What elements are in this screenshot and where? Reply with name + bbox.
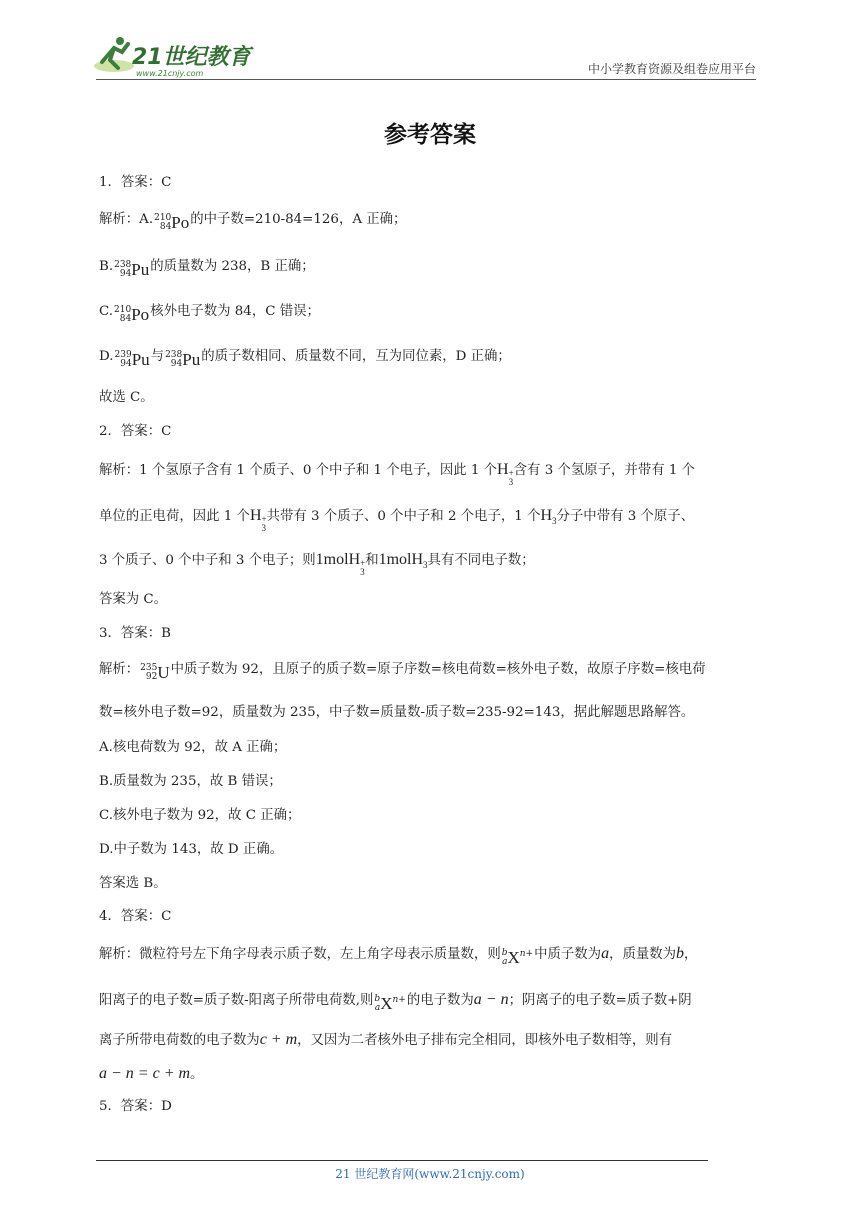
q1-option-b: B. 238 94 Pu的质量数为 238，B 正确；: [99, 259, 315, 279]
pu238-symbol: 238 94 Pu: [114, 260, 150, 279]
platform-name: 中小学教育资源及组卷应用平台: [587, 62, 756, 76]
footer-text: 21 世纪教育网(www.21cnjy.com): [335, 1167, 525, 1181]
q2-line-2: 单位的正电荷，因此 1 个H + 3 共带有 3 个质子、0 个中子和 2 个电子，1 个$H_3$分子中带有 3 个原子、: [99, 507, 695, 533]
q3-option-a: A.核电荷数为 92，故 A 正确；: [99, 740, 287, 755]
h3-plus-formula: H + 3: [497, 461, 514, 487]
q1-option-a: 解析：A. 210 84 Po的中子数=210-84=126，A 正确；: [99, 212, 407, 232]
q2-conclusion: 答案为 C。: [99, 592, 168, 607]
pu238-symbol: 238 94 Pu: [165, 350, 201, 369]
q1-option-d: D. 239 94 Pu与 238 94 Pu的质子数相同、质量数不同，互为同位素，D 正确；: [99, 349, 511, 369]
q4-line-4: a − n = c + m。: [99, 1065, 204, 1082]
q4-line-3: 离子所带电荷数的电子数为c + m，又因为二者核外电子排布完全相同，即核外电子数相等，则有: [99, 1031, 673, 1048]
svg-text:21世纪教育: 21世纪教育: [132, 45, 251, 70]
mol-h3-formula: 1molH$_3$: [378, 551, 428, 570]
x-ion-symbol: b a $X^{n+}$: [374, 994, 406, 1013]
po210-symbol: 210 84 Po: [154, 213, 190, 232]
21cnjy-logo: [92, 32, 262, 80]
footer-divider: [96, 1160, 708, 1161]
svg-text:www.21cnjy.com: www.21cnjy.com: [136, 69, 204, 78]
q5-answer: 5．答案：D: [99, 1099, 172, 1114]
q3-line-1: 解析： 235 92 U中质子数为 92，且原子的质子数=原子序数=核电荷数=核外电子数，故原子序数=核电荷: [99, 662, 706, 682]
u235-symbol: 235 92 U: [140, 663, 170, 682]
q3-conclusion: 答案选 B。: [99, 876, 167, 891]
q1-answer: 1．答案：C: [99, 175, 172, 190]
q1-conclusion: 故选 C。: [99, 390, 154, 405]
h3-plus-formula: H + 3: [249, 507, 267, 533]
q1-option-c: C. 210 84 Po核外电子数为 84，C 错误；: [99, 304, 320, 324]
po210-symbol: 210 84 Po: [114, 305, 150, 324]
q4-answer: 4．答案：C: [99, 909, 172, 924]
q2-line-3: 3 个质子、0 个中子和 3 个电子；则1molH + 3 和1molH$_3$具有不同电子数；: [99, 551, 535, 577]
q4-line-2: 阳离子的电子数=质子数-阳离子所带电荷数,则 b a $X^{n+}$的电子数为a − n；阴离子的电子数=质子数+阴: [99, 991, 692, 1013]
q3-option-d: D.中子数为 143，故 D 正确。: [99, 842, 284, 857]
q3-line-2: 数=核外电子数=92，质量数为 235，中子数=质量数-质子数=235-92=143，据此解题思路解答。: [99, 705, 695, 720]
pu239-symbol: 239 94 Pu: [114, 350, 150, 369]
x-ion-symbol: b a $X^{n+}$: [501, 948, 534, 967]
q3-option-c: C.核外电子数为 92，故 C 正确；: [99, 808, 301, 823]
h3-formula: $H_3$: [540, 507, 557, 526]
q4-line-1: 解析：微粒符号左下角字母表示质子数，左上角字母表示质量数，则 b a $X^{n+}$中质子数为a，质量数为b，: [99, 945, 698, 967]
page-title: 参考答案: [384, 122, 476, 148]
q2-answer: 2．答案：C: [99, 424, 172, 439]
q3-option-b: B.质量数为 235，故 B 错误；: [99, 774, 282, 789]
header-divider: [96, 79, 756, 80]
q3-answer: 3．答案：B: [99, 626, 171, 641]
mol-h3-plus-formula: 1molH + 3: [315, 551, 366, 577]
page-header: [0, 0, 860, 90]
q2-line-1: 解析：1 个氢原子含有 1 个质子、0 个中子和 1 个电子，因此 1 个H + 3 含有 3 个氢原子，并带有 1 个: [99, 461, 696, 487]
